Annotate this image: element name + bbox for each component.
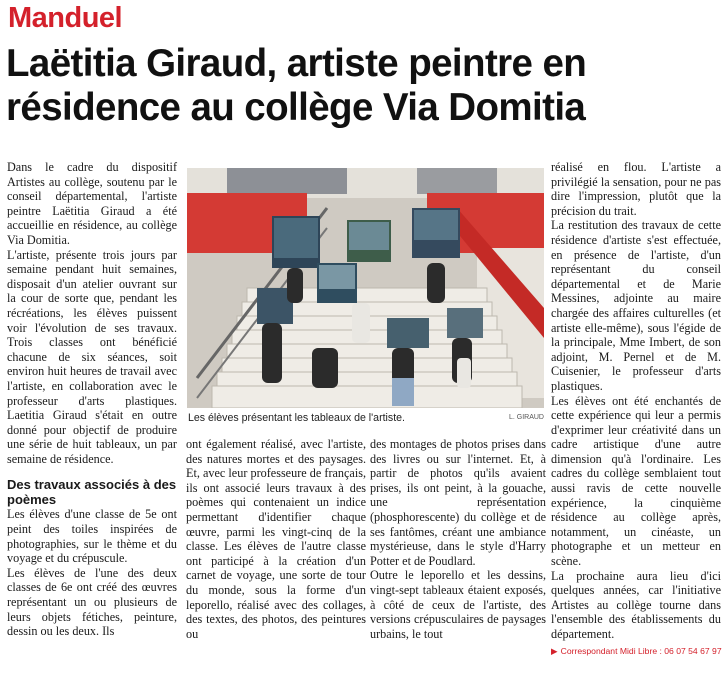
correspondent-contact [551,644,721,659]
students-stairs-illustration [187,168,544,408]
paragraph: Les élèves de l'une des deux classes de 6e ont créé des œuvres représentant un ou plusieurs de leurs objets fétiches, peinture, dessin ou les deux. Ils [7,565,177,639]
article-column-2 [186,437,366,641]
article-column-3 [370,437,546,641]
article-column-4 [551,160,721,658]
caption-text: Les élèves présentant les tableaux de l'artiste. [188,412,405,424]
photo-credit: L. GIRAUD [508,414,544,421]
contact-text: Correspondant Midi Libre : 06 07 54 67 97 [560,645,722,656]
paragraph: réalisé en flou. L'artiste a privilégié la sensation, pour ne pas dire l'impression, plutôt que la précision du trait. [551,160,721,218]
section-kicker: Manduel [8,2,123,34]
article-photo [187,168,544,408]
paragraph: La prochaine aura lieu d'ici quelques années, car l'initiative Artistes au collège tourne dans l'ensemble des établissements du département. [551,568,721,641]
paragraph: Dans le cadre du dispositif Artistes au collège, soutenu par le conseil départemental, l'artiste peintre Laëtitia Giraud a été accueillie en résidence, au collège Via Domitia. [7,160,177,247]
paragraph: des montages de photos prises dans des livres ou sur l'internet. Et, à partir de photos qu'ils avaient prises, ils ont peint, à la gouache, une représentation (phosphorescente) du collège et de ses fantômes, créant une ambiance mystérieuse, dans le style d'Harry Potter et de Poudlard. [370,437,546,568]
article-subheading: Des travaux associés à des poèmes [7,477,177,507]
photo-caption [188,412,544,424]
article-headline: Laëtitia Giraud, artiste peintre en résidence au collège Via Domitia [6,42,587,129]
paragraph: L'artiste, présente trois jours par semaine pendant huit semaines, disposait d'un atelier ouvrant sur la cour de sorte que, pendant les récréations, les élèves puissent voir l'évolution de ses travaux. Trois classes ont bénéficié chacune de six séances, soit environ huit heures de travail avec l'artiste, en collaboration avec le professeur d'arts plastiques. Laetitia Giraud s'était en outre donné pour objectif de produire une série de huit tableaux, un par semaine de résidence. [7,247,177,466]
paragraph: Outre le leporello et les dessins, vingt-sept tableaux étaient exposés, à côté de ceux de l'artiste, des versions crépusculaires de paysages urbains, le tout [370,568,546,641]
triangle-arrow-icon: ▶ [551,645,558,656]
article-column-1 [7,160,177,639]
paragraph: La restitution des travaux de cette résidence d'artiste s'est effectuée, en présence de l'artiste, d'un représentant du conseil départemental et de Marie Messines, adjointe au maire chargée des affaires culturelles (et artiste elle-même), sous l'égide de la principale, Mme Imbert, de son adjoint, M. Pernel et de M. Cuisenier, le professeur d'arts plastiques. [551,218,721,393]
paragraph: ont également réalisé, avec l'artiste, des natures mortes et des paysages. Et, avec leur professeure de français, ils ont associé leurs travaux à des poèmes qui contenaient un indice permettant d'identifier chaque œuvre, parmi les vingt-cinq de la classe. Les élèves de l'autre classe ont participé à la création d'un carnet de voyage, une sorte de tour du monde, sous la forme d'un leporello, réalisé avec des collages, des textes, des photos, des peintures ou [186,437,366,641]
paragraph: Les élèves ont été enchantés de cette expérience qui leur a permis d'exprimer leur créativité dans un cadre artistique d'une autre dimension qu'à l'ordinaire. Les cadres du collège semblaient tout aussi ravis de cette nouvelle expérience, la cinquième résidence au collège après, notamment, un cinéaste, un photographe et un metteur en scène. [551,393,721,569]
paragraph: Les élèves d'une classe de 5e ont peint des toiles inspirées de photographies, sur le thème et du voyage et du crépuscule. [7,507,177,566]
